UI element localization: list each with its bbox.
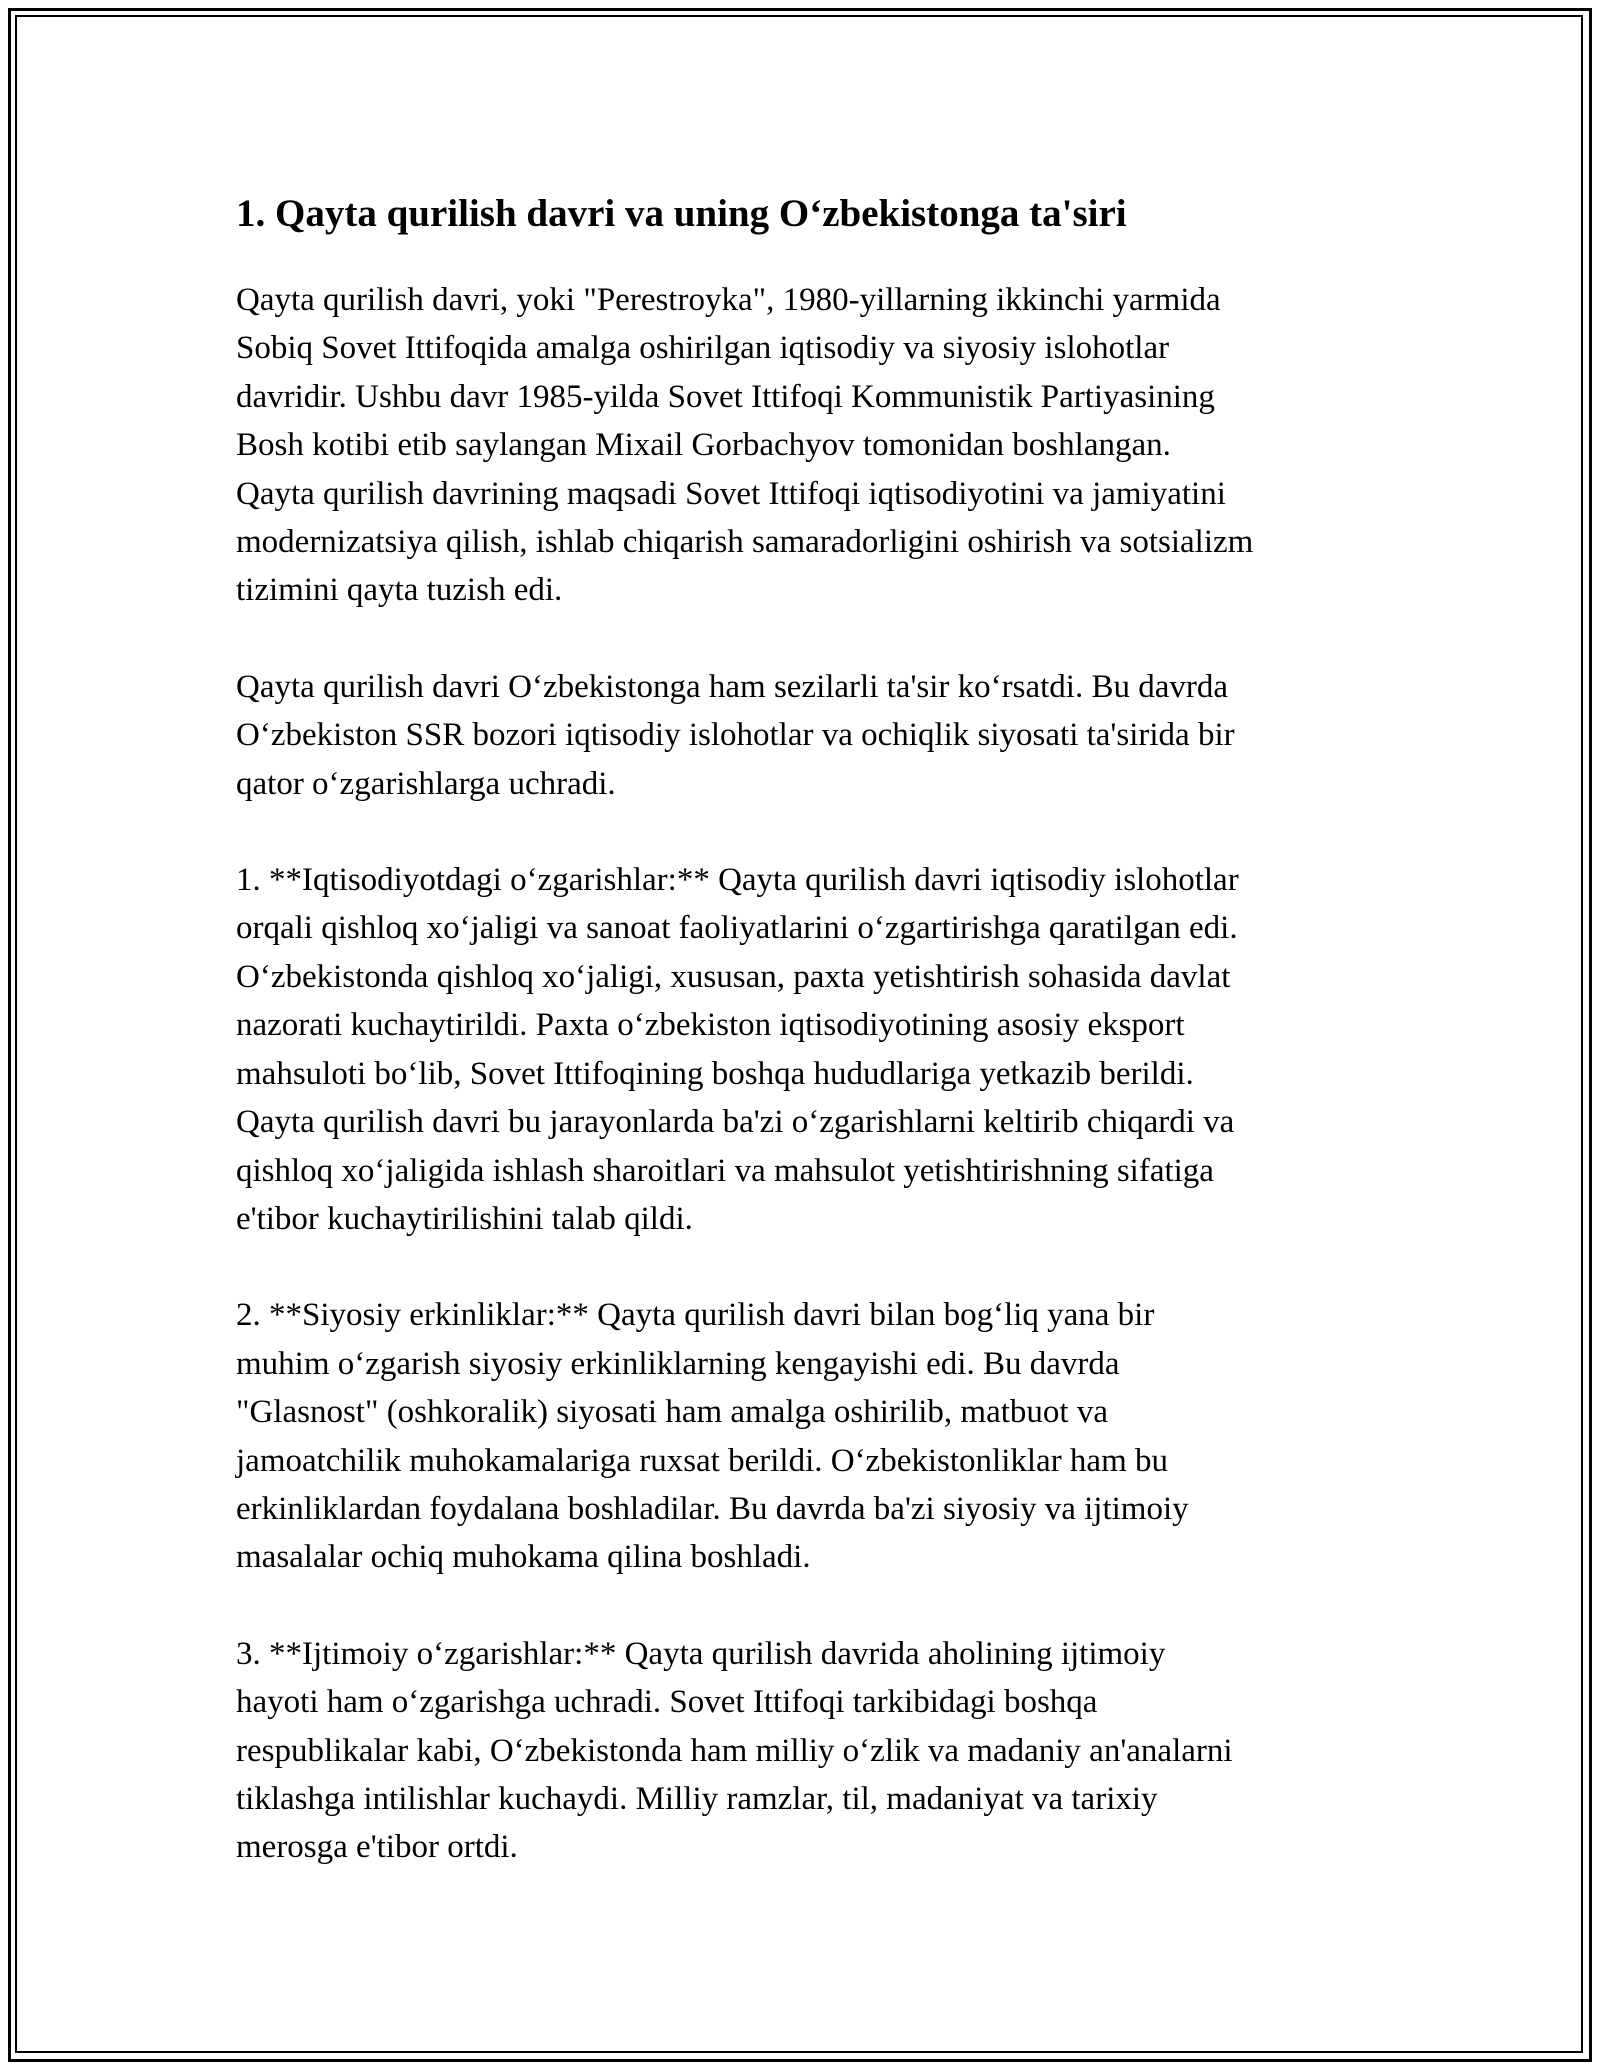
section-heading: 1. Qayta qurilish davri va uning O‘zbekistonga ta'siri xyxy=(236,192,1127,235)
paragraph-intro: Qayta qurilish davri, yoki "Perestroyka", 1980-yillarning ikkinchi yarmida Sobiq Sovet Ittifoqida amalga oshirilgan iqtisodiy va siyosiy islohotlar davridir. Ushbu davr 1985-yilda Sovet Ittifoqi Kommunistik Partiyasining Bosh kotibi etib saylangan Mixail Gorbachyov tomonidan boshlangan. Qayta qurilish davrining maqsadi Sovet Ittifoqi iqtisodiyotini va jamiyatini modernizatsiya qilish, ishlab chiqarish samaradorligini oshirish va sotsializm tizimini qayta tuzish edi. xyxy=(236,282,1254,609)
paragraph-impact: Qayta qurilish davri O‘zbekistonga ham sezilarli ta'sir ko‘rsatdi. Bu davrda O‘zbekiston SSR bozori iqtisodiy islohotlar va ochiqlik siyosati ta'sirida bir qator o‘zgarishlarga uchradi. xyxy=(236,668,1235,802)
paragraph-economic-changes: 1. **Iqtisodiyotdagi o‘zgarishlar:** Qayta qurilish davri iqtisodiy islohotlar orqali qishloq xo‘jaligi va sanoat faoliyatlarini o‘zgartirishga qaratilgan edi. O‘zbekistonda qishloq xo‘jaligi, xususan, paxta yetishtirish sohasida davlat nazorati kuchaytirildi. Paxta o‘zbekiston iqtisodiyotining asosiy eksport mahsuloti bo‘lib, Sovet Ittifoqining boshqa hududlariga yetkazib berildi. Qayta qurilish davri bu jarayonlarda ba'zi o‘zgarishlarni keltirib chiqardi va qishloq xo‘jaligida ishlash sharoitlari va mahsulot yetishtirishning sifatiga e'tibor kuchaytirilishini talab qildi. xyxy=(236,862,1239,1237)
paragraph-political-freedoms: 2. **Siyosiy erkinliklar:** Qayta qurilish davri bilan bog‘liq yana bir muhim o‘zgarish siyosiy erkinliklarning kengayishi edi. Bu davrda "Glasnost" (oshkoralik) siyosati ham amalga oshirilib, matbuot va jamoatchilik muhokamalariga ruxsat berildi. O‘zbekistonliklar ham bu erkinliklardan foydalana boshladilar. Bu davrda ba'zi siyosiy va ijtimoiy masalalar ochiq muhokama qilina boshladi. xyxy=(236,1297,1189,1576)
paragraph-social-changes: 3. **Ijtimoiy o‘zgarishlar:** Qayta qurilish davrida aholining ijtimoiy hayoti ham o‘zgarishga uchradi. Sovet Ittifoqi tarkibidagi boshqa respublikalar kabi, O‘zbekistonda ham milliy o‘zlik va madaniy an'analarni tiklashga intilishlar kuchaydi. Milliy ramzlar, til, madaniyat va tarixiy merosga e'tibor ortdi. xyxy=(236,1635,1233,1866)
document-body xyxy=(236,186,1396,1920)
